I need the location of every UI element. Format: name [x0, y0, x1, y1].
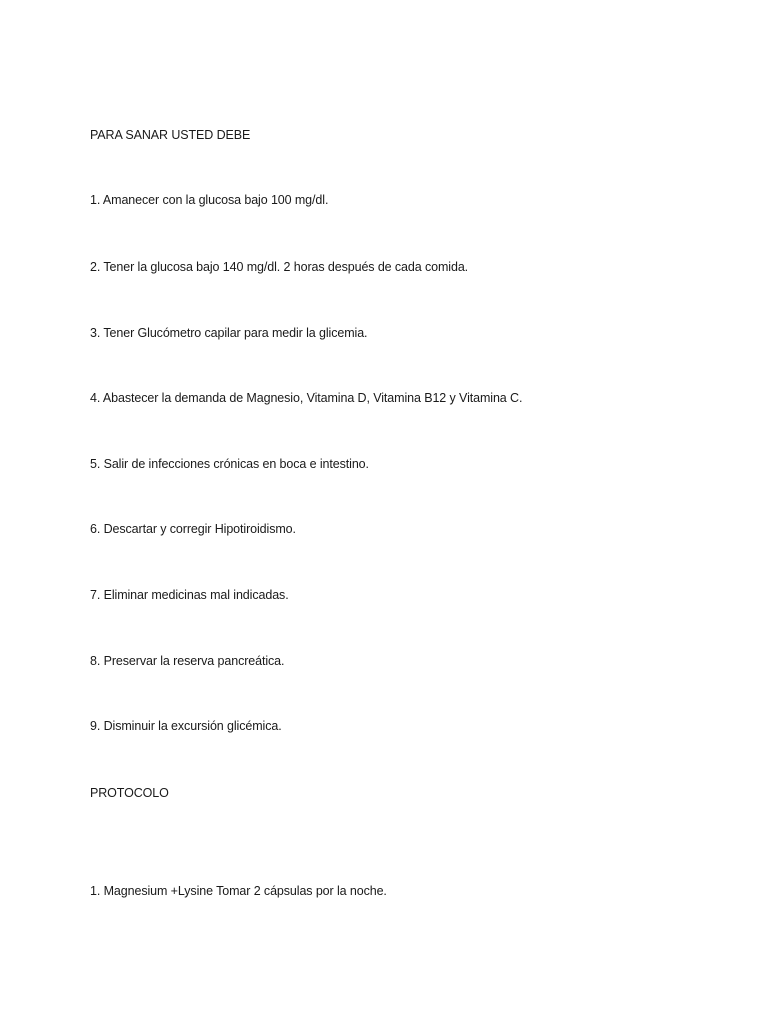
- requirement-item-8: 8. Preservar la reserva pancreática.: [90, 654, 285, 668]
- requirement-item-9: 9. Disminuir la excursión glicémica.: [90, 719, 282, 733]
- requirement-item-5: 5. Salir de infecciones crónicas en boca e intestino.: [90, 457, 369, 471]
- requirement-item-3: 3. Tener Glucómetro capilar para medir la glicemia.: [90, 326, 368, 340]
- section-heading-protocolo: PROTOCOLO: [90, 786, 169, 800]
- requirement-item-2: 2. Tener la glucosa bajo 140 mg/dl. 2 horas después de cada comida.: [90, 260, 469, 274]
- requirement-item-4: 4. Abastecer la demanda de Magnesio, Vitamina D, Vitamina B12 y Vitamina C.: [90, 391, 523, 405]
- section-heading-para-sanar: PARA SANAR USTED DEBE: [90, 128, 251, 142]
- requirement-item-6: 6. Descartar y corregir Hipotiroidismo.: [90, 522, 296, 536]
- protocol-item-1: 1. Magnesium +Lysine Tomar 2 cápsulas por la noche.: [90, 884, 387, 898]
- requirement-item-7: 7. Eliminar medicinas mal indicadas.: [90, 588, 289, 602]
- requirement-item-1: 1. Amanecer con la glucosa bajo 100 mg/dl.: [90, 193, 329, 207]
